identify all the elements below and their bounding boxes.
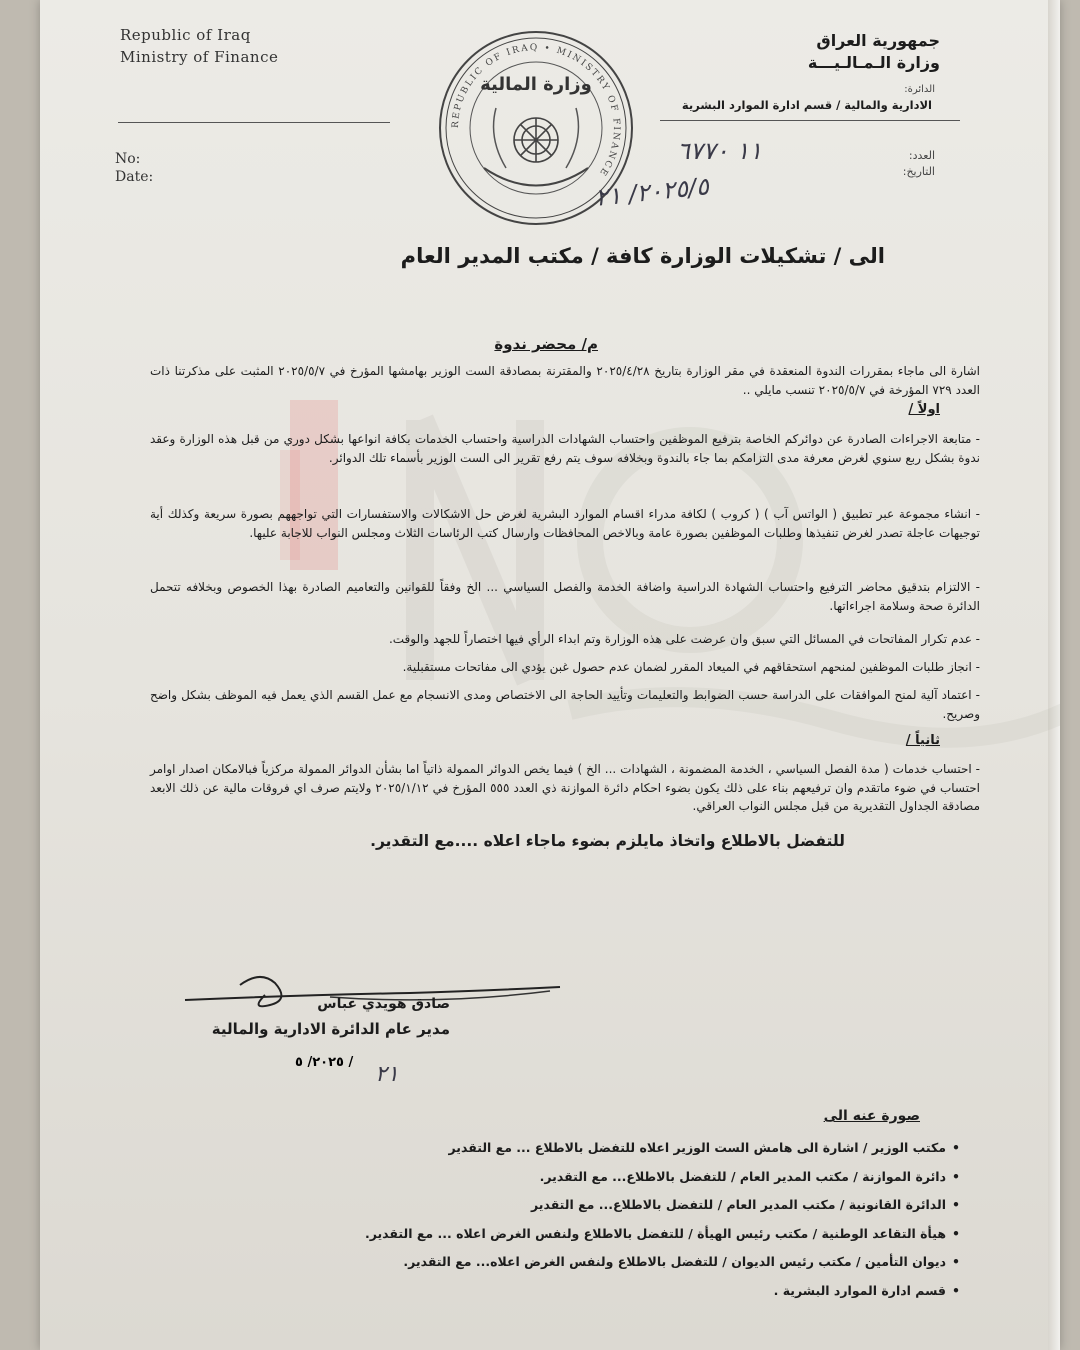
cc-item: • الدائرة القانونية / مكتب المدير العام / للتفضل بالاطلاع... مع التقدير bbox=[365, 1191, 960, 1220]
subject-line: م/ محضر ندوة bbox=[494, 335, 598, 353]
cc-item: • هيأة التقاعد الوطنية / مكتب رئيس الهيأة / للتفضل بالاطلاع ولنفس الغرض اعلاه ... مع التقدير. bbox=[365, 1220, 960, 1249]
arabic-header-rule bbox=[660, 120, 960, 121]
section-one-item-3: - الالتزام بتدقيق محاضر الترفيع واحتساب الشهادة الدراسية واضافة الخدمة والفصل السياسي ... الخ وفقاً للقوانين والتعاميم الصادرة بهذا الخصوص وبخلافه تتحمل الدائرة صحة وسلامة اجراءاتها. bbox=[150, 580, 980, 613]
english-header-line-1: Republic of Iraq bbox=[120, 26, 251, 44]
arabic-dept: الادارية والمالية / قسم ادارة الموارد البشرية bbox=[681, 98, 932, 112]
arabic-header-line-2: وزارة الـمـالـيـــة bbox=[807, 53, 940, 72]
section-one-item-5: - انجاز طلبات الموظفين لمنحهم استحقاقهم في الميعاد المقرر لضمان عدم حصول غبن يؤدي الى مفاتحات مستقبلية. bbox=[402, 660, 980, 674]
section-one-item-4: - عدم تكرار المفاتحات في المسائل التي سبق وان عرضت على هذه الوزارة وتم ابداء الرأي فيها اختصاراً للجهد والوقت. bbox=[388, 632, 980, 646]
english-header-rule bbox=[118, 122, 390, 123]
cc-list bbox=[365, 1134, 960, 1305]
seal-arabic-text: وزارة المالية bbox=[480, 74, 592, 95]
closing-line: للتفضل بالاطلاع واتخاذ مايلزم بضوء ماجاء اعلاه ....مع التقدير. bbox=[370, 832, 845, 850]
handwritten-number: ١١ ٦٧٧٠ bbox=[677, 137, 762, 165]
signature-date: ٢٠٢٥/ ٥ / bbox=[295, 1055, 354, 1070]
cc-item: • دائرة الموازنة / مكتب المدير العام / للتفضل بالاطلاع... مع التقدير. bbox=[365, 1163, 960, 1192]
signature-scrawl bbox=[180, 965, 580, 1025]
signature-handwritten-day: ٢١ bbox=[375, 1062, 399, 1087]
cc-title: صورة عنه الى bbox=[823, 1108, 920, 1124]
recipient-line: الى / تشكيلات الوزارة كافة / مكتب المدير العام bbox=[400, 244, 885, 268]
cc-item: • مكتب الوزير / اشارة الى هامش الست الوزير اعلاه للتفضل بالاطلاع ... مع التقدير bbox=[365, 1134, 960, 1163]
section-one-heading: اولاً / bbox=[908, 402, 940, 417]
english-meta bbox=[115, 150, 153, 186]
arabic-date-label: التاريخ: bbox=[902, 165, 935, 178]
english-header bbox=[120, 24, 278, 68]
intro-paragraph: اشارة الى ماجاء بمقررات الندوة المنعقدة في مقر الوزارة بتاريخ ٢٠٢٥/٤/٢٨ والمقترنة بمصادقة الست الوزير بهامشها المؤرخ في ٢٠٢٥/٥/٧ المثبت على مذكرتنا ذات العدد ٧٢٩ المؤرخة في ٢٠٢٥/٥/٧ تنسب مايلي .. bbox=[150, 364, 980, 397]
arabic-header bbox=[808, 30, 940, 74]
section-one-item-1: - متابعة الاجراءات الصادرة عن دوائركم الخاصة بترفيع الموظفين واحتساب الشهادات الدراسية واحتساب الخدمات بكافة انواعها بشكل دوري من قبل هذه الوزارة وعقد ندوة بشكل ربع سنوي لغرض معرفة مدى التزامكم بما جاء بالندوة وبخلافه سوف يتم رفع تقرير الى الست الوزير بأسماء تلك الدوائر. bbox=[150, 432, 980, 465]
seal-ring-text: REPUBLIC OF IRAQ • MINISTRY OF FINANCE bbox=[450, 42, 622, 179]
english-no-label: No: bbox=[115, 151, 141, 167]
english-header-line-2: Ministry of Finance bbox=[120, 48, 279, 66]
handwritten-date: ٢٠٢٥/٥/ ٢١ bbox=[593, 172, 711, 212]
arabic-header-line-1: جمهورية العراق bbox=[816, 31, 940, 50]
section-one-item-6: - اعتماد آلية لمنح الموافقات على الدراسة حسب الضوابط والتعليمات وتأييد الحاجة الى الاختصاص ومدى الانسجام مع عمل القسم الذي يعمل فيه الموظف بشكل واضح وصريح. bbox=[150, 688, 980, 721]
section-two-paragraph: - احتساب خدمات ( مدة الفصل السياسي ، الخدمة المضمونة ، الشهادات ... الخ ) فيما يخص الدوائر الممولة ذاتياً اما بشأن الدوائر الممولة مركزياً فبالامكان اصدار اوامر احتساب في ضوء ماتقدم وان ترفيعهم بناء على ذلك يكون بضوء احكام دائرة الموازنة ذي العدد ٥٥٥ المؤرخ في ٢٠٢٥/١/١٢ ولايتم صرف اي فروقات مالية عن ذلك الابعد مصادقة الجداول التقديرية من قبل مجلس النواب العراقي. bbox=[150, 762, 981, 813]
arabic-dept-label: الدائرة: bbox=[904, 84, 935, 95]
section-two-heading: ثانياً / bbox=[905, 733, 940, 748]
english-date-label: Date: bbox=[115, 169, 154, 185]
sheet-edge bbox=[1048, 0, 1060, 1350]
arabic-no-label: العدد: bbox=[908, 149, 935, 162]
document-sheet bbox=[40, 0, 1060, 1350]
arabic-meta bbox=[903, 148, 935, 180]
cc-item: • قسم ادارة الموارد البشرية . bbox=[365, 1277, 960, 1306]
section-one-item-2: - انشاء مجموعة عبر تطبيق ( الواتس آب ) ( كروب ) لكافة مدراء اقسام الموارد البشرية لغرض حل الاشكالات والاستفسارات التي تواجههم بصورة سريعة وكذلك أية توجيهات عاجلة تصدر لغرض تنفيذها وطلبات الموظفين بصورة عامة وبالاخص المحافظات وارسال كتب الرئاسات الثلاث ومجلس النواب للاجابة عليها. bbox=[150, 507, 980, 540]
signatory-name: صادق هويدي عباس bbox=[317, 996, 450, 1012]
cc-item: • ديوان التأمين / مكتب رئيس الديوان / للتفضل بالاطلاع ولنفس الغرض اعلاه... مع التقدير. bbox=[365, 1248, 960, 1277]
signatory-title: مدير عام الدائرة الادارية والمالية bbox=[211, 1020, 450, 1038]
